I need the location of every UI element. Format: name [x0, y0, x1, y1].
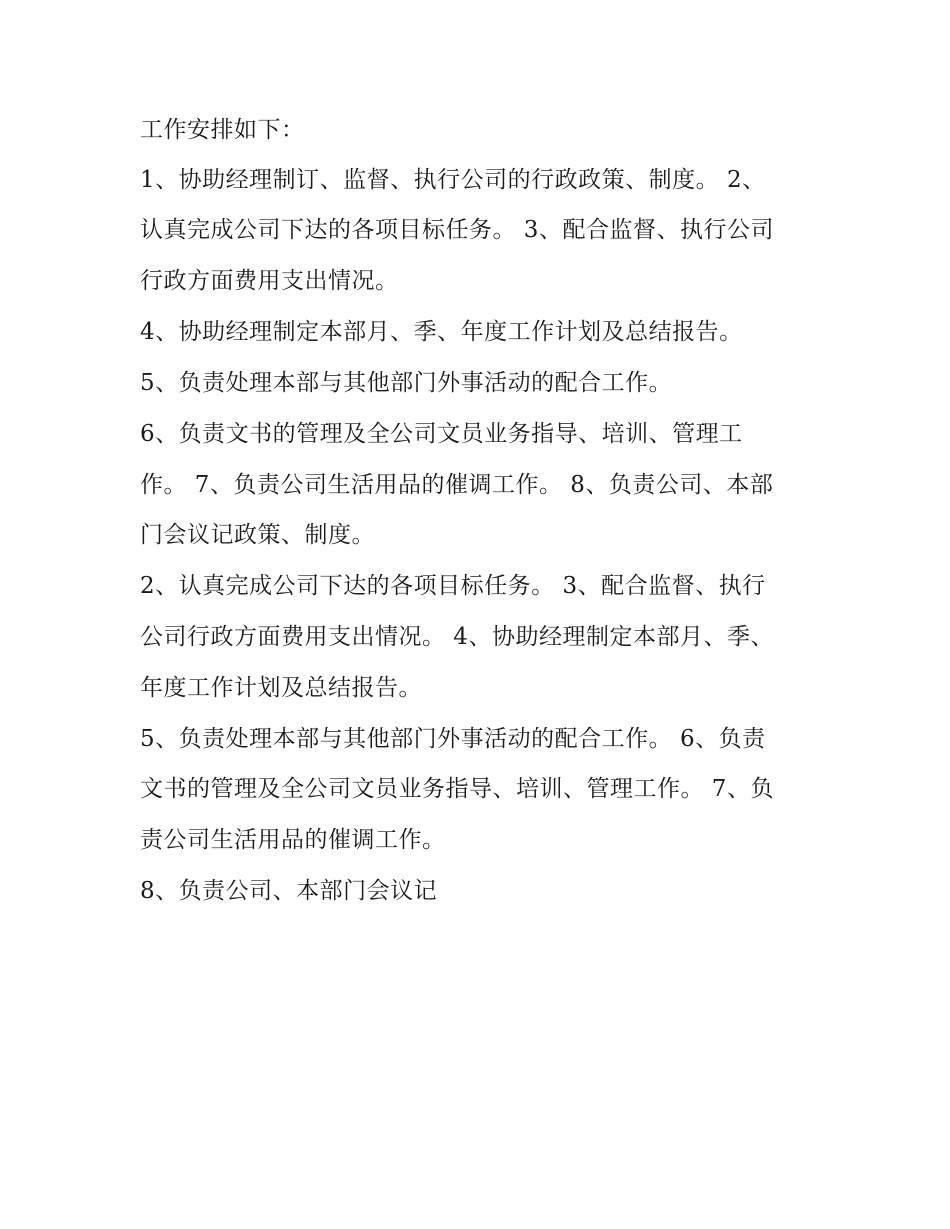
- text-line: 作。 7、负责公司生活用品的催调工作。 8、负责公司、本部: [140, 472, 774, 498]
- text-line: 1、协助经理制订、监督、执行公司的行政政策、制度。 2、: [140, 167, 766, 193]
- text-line: 责公司生活用品的催调工作。: [140, 827, 446, 853]
- text-line: 认真完成公司下达的各项目标任务。 3、配合监督、执行公司: [140, 217, 774, 243]
- text-line: 8、负责公司、本部门会议记: [140, 878, 438, 904]
- text-line: 4、协助经理制定本部月、季、年度工作计划及总结报告。: [140, 319, 743, 345]
- text-line: 5、负责处理本部与其他部门外事活动的配合工作。 6、负责: [140, 726, 766, 752]
- text-line: 年度工作计划及总结报告。: [140, 675, 422, 701]
- text-line: 公司行政方面费用支出情况。 4、协助经理制定本部月、季、: [140, 624, 774, 650]
- text-line: 门会议记政策、制度。: [140, 522, 375, 548]
- text-line: 行政方面费用支出情况。: [140, 268, 399, 294]
- text-line: 文书的管理及全公司文员业务指导、培训、管理工作。 7、负: [140, 776, 774, 802]
- text-line: 工作安排如下：: [140, 117, 305, 143]
- text-line: 5、负责处理本部与其他部门外事活动的配合工作。: [140, 370, 673, 396]
- text-line: 6、负责文书的管理及全公司文员业务指导、培训、管理工: [140, 421, 743, 447]
- text-line: 2、认真完成公司下达的各项目标任务。 3、配合监督、执行: [140, 573, 766, 599]
